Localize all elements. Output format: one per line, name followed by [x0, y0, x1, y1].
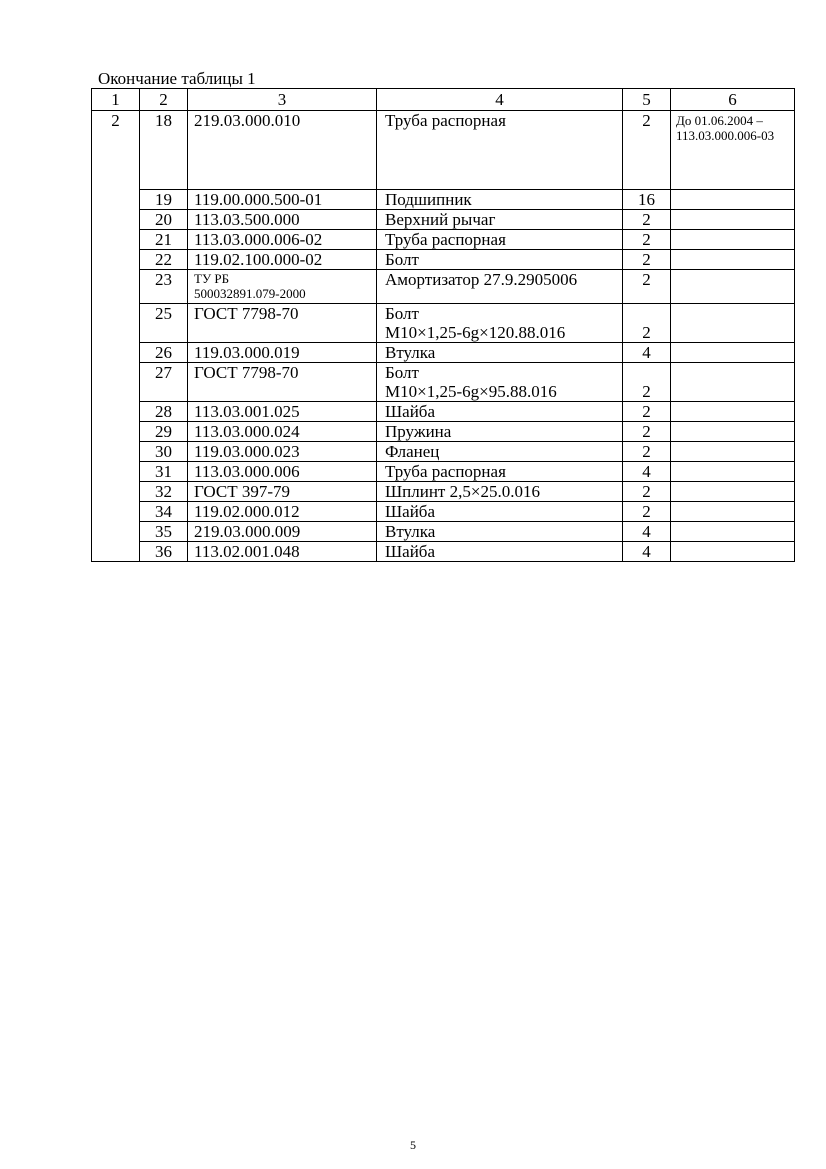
name-cell: Труба распорная [377, 462, 623, 482]
quantity-cell: 2 [623, 230, 671, 250]
note-cell [671, 402, 795, 422]
name-cell: Болт [377, 250, 623, 270]
column-header-3: 3 [188, 89, 377, 111]
item-number: 20 [140, 210, 188, 230]
table-row [92, 482, 795, 502]
note-cell [671, 343, 795, 363]
quantity-cell: 2 [623, 270, 671, 304]
quantity-cell: 2 [623, 422, 671, 442]
quantity-cell: 4 [623, 462, 671, 482]
item-number: 22 [140, 250, 188, 270]
name-line-1: Болт [385, 363, 419, 382]
designation-cell [188, 270, 377, 304]
designation-cell: 119.03.000.023 [188, 442, 377, 462]
quantity-cell: 2 [623, 363, 671, 402]
note-cell [671, 502, 795, 522]
name-cell: Шайба [377, 402, 623, 422]
name-line-1: Болт [385, 304, 419, 323]
designation-cell: 119.02.000.012 [188, 502, 377, 522]
note-cell: До 01.06.2004 – 113.03.000.006-03 [671, 111, 795, 190]
column-header-4: 4 [377, 89, 623, 111]
note-cell [671, 190, 795, 210]
item-number: 25 [140, 304, 188, 343]
note-cell [671, 462, 795, 482]
name-cell: Пружина [377, 422, 623, 442]
table-row [92, 270, 795, 304]
name-cell: Шайба [377, 502, 623, 522]
quantity-cell: 2 [623, 502, 671, 522]
quantity-cell: 2 [623, 304, 671, 343]
table-row [92, 402, 795, 422]
quantity-cell: 4 [623, 522, 671, 542]
page-number: 5 [410, 1138, 416, 1152]
table-row [92, 442, 795, 462]
table-row [92, 343, 795, 363]
name-cell: Подшипник [377, 190, 623, 210]
column-header-5: 5 [623, 89, 671, 111]
quantity-cell: 2 [623, 210, 671, 230]
table-row [92, 111, 795, 190]
table-row [92, 522, 795, 542]
quantity-cell: 2 [623, 442, 671, 462]
item-number: 32 [140, 482, 188, 502]
designation-cell: 113.03.000.006 [188, 462, 377, 482]
item-number: 23 [140, 270, 188, 304]
name-cell [377, 304, 623, 343]
name-cell: Втулка [377, 522, 623, 542]
quantity-cell: 2 [623, 402, 671, 422]
designation-cell: 219.03.000.009 [188, 522, 377, 542]
note-cell [671, 422, 795, 442]
item-number: 31 [140, 462, 188, 482]
name-cell: Амортизатор 27.9.2905006 [377, 270, 623, 304]
note-cell [671, 482, 795, 502]
table-row [92, 190, 795, 210]
table-row [92, 422, 795, 442]
designation-cell: ГОСТ 7798-70 [188, 304, 377, 343]
table-row [92, 250, 795, 270]
item-number: 26 [140, 343, 188, 363]
item-number: 30 [140, 442, 188, 462]
name-cell: Втулка [377, 343, 623, 363]
quantity-cell: 16 [623, 190, 671, 210]
quantity-cell: 4 [623, 542, 671, 562]
table-row [92, 230, 795, 250]
designation-cell: 113.03.001.025 [188, 402, 377, 422]
note-cell [671, 522, 795, 542]
designation-cell: 113.02.001.048 [188, 542, 377, 562]
table-row [92, 502, 795, 522]
designation-cell: 119.03.000.019 [188, 343, 377, 363]
designation-cell: 113.03.000.006-02 [188, 230, 377, 250]
designation-cell: 113.03.000.024 [188, 422, 377, 442]
designation-cell: 219.03.000.010 [188, 111, 377, 190]
table-row [92, 304, 795, 343]
name-cell: Труба распорная [377, 230, 623, 250]
quantity-cell: 2 [623, 482, 671, 502]
name-cell: Труба распорная [377, 111, 623, 190]
designation-cell: 119.00.000.500-01 [188, 190, 377, 210]
item-number: 36 [140, 542, 188, 562]
designation-cell: ГОСТ 397-79 [188, 482, 377, 502]
designation-line-2: 500032891.079-2000 [194, 286, 306, 301]
item-number: 29 [140, 422, 188, 442]
quantity-cell: 2 [623, 250, 671, 270]
table-header [92, 89, 795, 111]
column-header-6: 6 [671, 89, 795, 111]
item-number: 35 [140, 522, 188, 542]
name-cell: Шайба [377, 542, 623, 562]
note-cell [671, 542, 795, 562]
designation-cell: 113.03.500.000 [188, 210, 377, 230]
column-header-2: 2 [140, 89, 188, 111]
item-number: 18 [140, 111, 188, 190]
table-body [92, 111, 795, 562]
name-cell: Верхний рычаг [377, 210, 623, 230]
section-number: 2 [111, 111, 120, 130]
note-cell [671, 250, 795, 270]
item-number: 34 [140, 502, 188, 522]
name-line-2: М10×1,25-6g×95.88.016 [385, 382, 557, 401]
header-row [92, 89, 795, 111]
table-row [92, 210, 795, 230]
item-number: 21 [140, 230, 188, 250]
name-line-2: М10×1,25-6g×120.88.016 [385, 323, 566, 342]
designation-cell: 119.02.100.000-02 [188, 250, 377, 270]
note-cell [671, 270, 795, 304]
parts-table [91, 88, 795, 562]
designation-line-1: ТУ РБ [194, 271, 230, 286]
name-cell: Фланец [377, 442, 623, 462]
note-cell [671, 363, 795, 402]
item-number: 27 [140, 363, 188, 402]
table-row [92, 462, 795, 482]
designation-cell: ГОСТ 7798-70 [188, 363, 377, 402]
name-cell: Шплинт 2,5×25.0.016 [377, 482, 623, 502]
table-row [92, 542, 795, 562]
note-cell [671, 304, 795, 343]
name-cell [377, 363, 623, 402]
note-cell [671, 230, 795, 250]
item-number: 28 [140, 402, 188, 422]
table-row [92, 363, 795, 402]
note-cell [671, 442, 795, 462]
table-caption: Окончание таблицы 1 [98, 69, 256, 88]
column-header-1: 1 [92, 89, 140, 111]
section-cell [92, 111, 140, 562]
quantity-cell: 4 [623, 343, 671, 363]
note-cell [671, 210, 795, 230]
item-number: 19 [140, 190, 188, 210]
quantity-cell: 2 [623, 111, 671, 190]
